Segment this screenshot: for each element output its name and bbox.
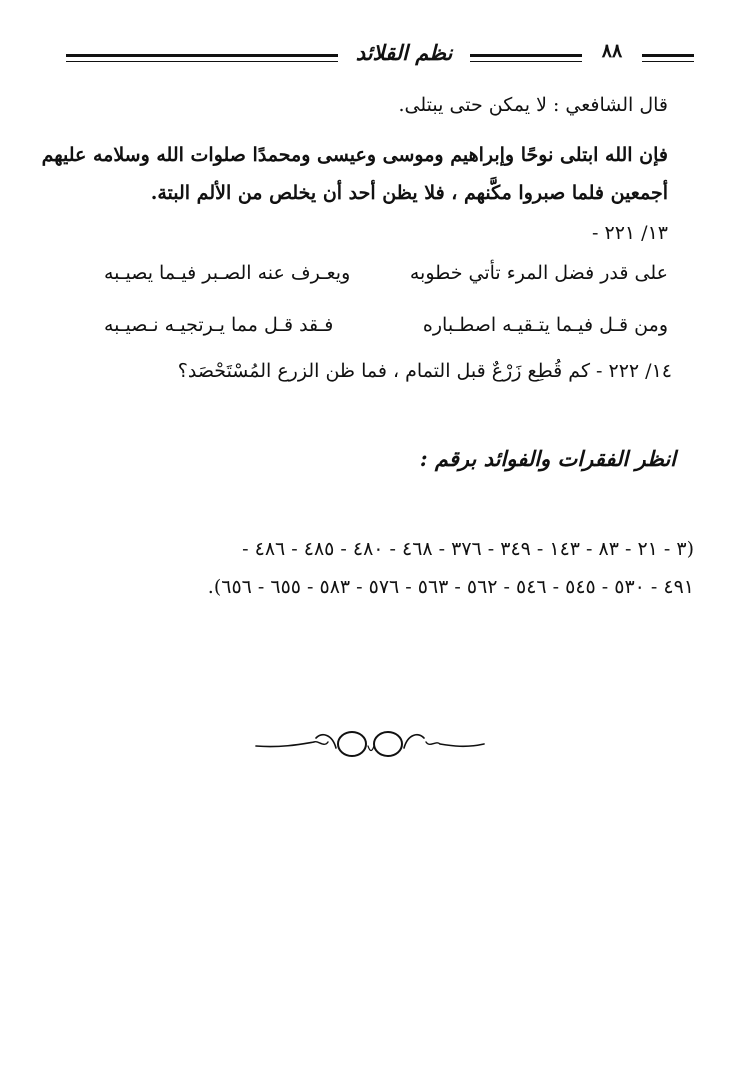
entry-number: ١٣/ ٢٢١ - — [592, 222, 668, 244]
running-title: نظم القلائد — [355, 40, 453, 65]
see-also-heading: انظر الفقرات والفوائد برقم : — [419, 446, 676, 471]
page-number: ٨٨ — [601, 40, 623, 62]
header-rule-right — [642, 54, 694, 62]
verse-hemistich: ويعـرف عنه الصـبر فيـما يصيـبه — [104, 262, 351, 284]
verse-hemistich: فـقد قـل مما يـرتجيـه نـصيـبه — [104, 314, 334, 336]
paragraph-line: فإن الله ابتلى نوحًا وإبراهيم وموسى وعيسى ومحمدًا صلوات الله وسلامه عليهم — [41, 144, 668, 166]
header-rule-left — [66, 54, 338, 62]
entry-line: ١٤/ ٢٢٢ - كم قُطِع زَرْعٌ قبل التمام ، فما ظن الزرع المُسْتَحْصَد؟ — [177, 360, 672, 382]
paragraph-line: أجمعين فلما صبروا مكَّنهم ، فلا يظن أحد أن يخلص من الألم البتة. — [150, 182, 668, 204]
verse-hemistich: على قدر فضل المرء تأتي خطوبه — [409, 262, 668, 284]
quote-line: قال الشافعي : لا يمكن حتى يبتلى. — [398, 94, 668, 116]
flourish-divider-icon — [252, 722, 488, 766]
page-header — [62, 38, 694, 78]
header-rule-middle — [470, 54, 582, 62]
reference-numbers: ٤٩١ - ٥٣٠ - ٥٤٥ - ٥٤٦ - ٥٦٢ - ٥٦٣ - ٥٧٦ - ٥٨٣ - ٦٥٥ - ٦٥٦). — [207, 576, 694, 598]
verse-hemistich: ومن قـل فيـما يتـقيـه اصطـباره — [422, 314, 668, 336]
reference-numbers: (٣ - ٢١ - ٨٣ - ١٤٣ - ٣٤٩ - ٣٧٦ - ٤٦٨ - ٤٨٠ - ٤٨٥ - ٤٨٦ - — [242, 538, 694, 560]
